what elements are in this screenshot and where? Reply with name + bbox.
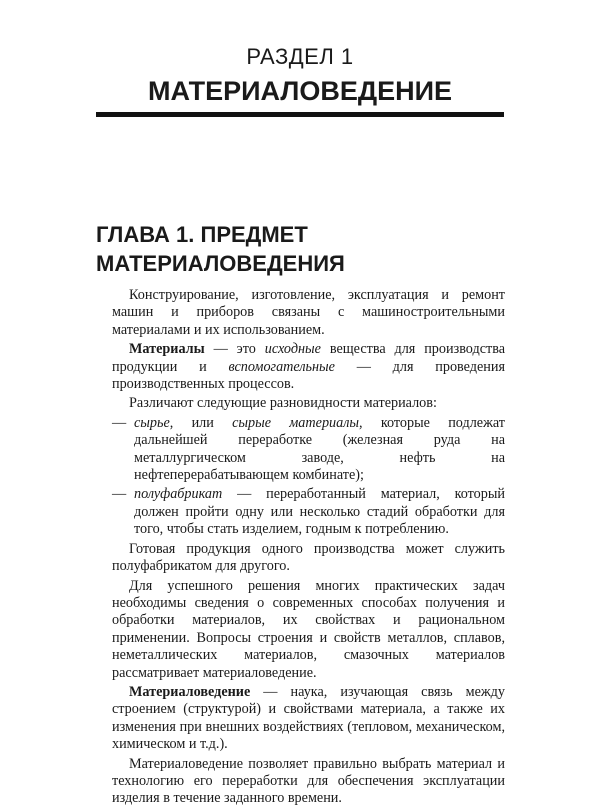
list-item-raw-materials: — сырье, или сырые материалы, которые подлежат дальнейшей переработке (железная руда на металлургическом заводе, нефть на нефтеперерабатывающем комбинате); (112, 414, 506, 484)
paragraph-science-definition: Материаловедение — наука, изучающая связь между строением (структурой) и свойствами материала, а также их изменения при внешних воздействиях (тепловом, механическом, химическом и т.д.). (112, 683, 505, 753)
paragraph-kinds: Различают следующие разновидности материалов: (129, 395, 437, 412)
paragraph-purpose: Материаловедение позволяет правильно выбрать материал и технологию его переработки для обеспечения эксплуатации изделия в течение заданного времени. (112, 755, 505, 807)
part-title: МАТЕРИАЛОВЕДЕНИЕ (147, 76, 452, 106)
paragraph-intro: Конструирование, изготовление, эксплуатация и ремонт машин и приборов связаны с машиностроительными материалами и их использованием. (112, 287, 505, 338)
body-text (112, 287, 505, 810)
paragraph-finished-product: Готовая продукция одного производства может служить полуфабрикатом для другого. (112, 540, 505, 575)
section-label: РАЗДЕЛ 1 (246, 44, 354, 69)
term-materials-science: Материаловедение (129, 683, 251, 700)
chapter-title (96, 220, 516, 278)
chapter-title-line-1: ГЛАВА 1. ПРЕДМЕТ (96, 222, 308, 247)
term-materials: Материалы (129, 341, 205, 358)
list-item-semi-finished: — полуфабрикат — переработанный материал, который должен пройти одну или несколько стадий обработки для того, чтобы стать изделием, годным к потреблению. (112, 486, 505, 538)
paragraph-practical-tasks: Для успешного решения многих практических задач необходимы сведения о современных способах получения и обработки материалов, их свойствах и рациональном применении. Вопросы строения и свойств металлов, сплавов, неметаллических материалов, смазочных материалов рассматривает материаловедение. (112, 577, 505, 681)
title-underline-rule (96, 112, 504, 117)
chapter-title-line-2: МАТЕРИАЛОВЕДЕНИЯ (96, 251, 345, 276)
paragraph-materials-definition: Материалы — это исходные вещества для производства продукции и вспомогательные — для проведения производственных процессов. (112, 341, 506, 393)
